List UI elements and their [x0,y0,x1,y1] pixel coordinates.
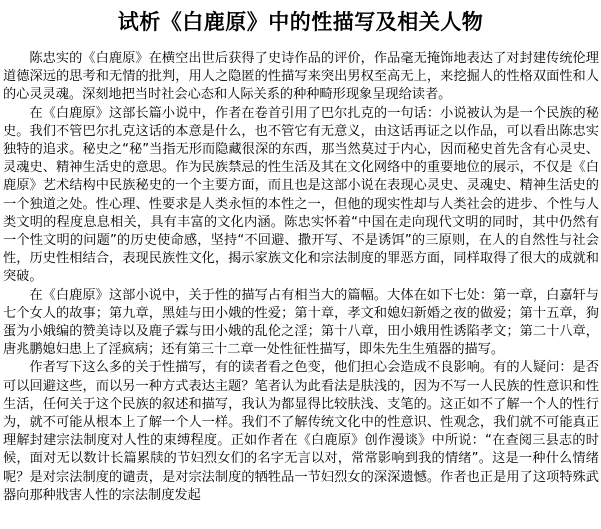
paragraph: 作者写下这么多的关于性描写，有的读者看之色变，他们担心会造成不良影响。有的人疑问：是否可以回避这些，而以另一种方式表达主题？笔者认为此看法是肤浅的，因为不写一人民族的性意识和性生活，任何关于这个民族的叙述和描写，我认为都显得比较肤浅、支笔的。这正如不了解一个人的性行为，就不可能从根本上了解一个人一样。我们不了解传统文化中的性意识、性观念，我们就不可能真正理解封建宗法制度对人性的束缚程度。正如作者在《白鹿原》创作漫谈》中所说：“在查阅三县志的时候，面对无以数计长篇累牍的节妇烈女们的名字无言以对，常常影响到我的情绪”。这是一种什么情绪呢？是对宗法制度的谴责，是对宗法制度的牺牲品一节妇烈女的深深遗憾。作者也正是用了这项特殊武器向那种戕害人性的宗法制度发起 [3,360,599,503]
article-title: 试析《白鹿原》中的性描写及相关人物 [117,9,484,34]
paragraph: 在《白鹿原》这部小说中，关于性的描写占有相当大的篇幅。大体在如下七处：第一章，白嘉轩与七个女人的故事；第九章，黑娃与田小娥的性爱；第十章，孝文和媳妇新婚之夜的做爱；第十五章，狗蛋为小娥编的赞美诗以及鹿子霖与田小娥的乱伦之淫；第十八章，田小娥用性诱陷孝文；第二十八章，唐兆鹏媳妇患上了淫疯病；还有第三十二章一处性征性描写，即朱先生生殖器的描写。 [3,287,599,358]
paragraph: 陈忠实的《白鹿原》在横空出世后获得了史诗作品的评价，作品毫无掩饰地表达了对封建传统伦理道德深远的思考和无情的批判，用人之隐匿的性描写来突出男权至高无上，来挖掘人的性格双面性和人的心灵灵魂。深刻地把当时社会心态和人际关系的种种畸形现象呈现给读者。 [3,51,599,103]
article-body [3,50,599,505]
paragraph: 在《白鹿原》这部长篇小说中，作者在卷首引用了巴尔扎克的一句话：小说被认为是一个民族的秘史。我们不管巴尔扎克这话的本意是什么，也不管它有无意义，由这话再证之以作品，可以看出陈忠实独特的追求。秘史之“秘”当指无形而隐藏很深的东西，那当然莫过于内心，因而秘史首先含有心灵史、灵魂史、精神生活史的意思。作为民族禁忌的性生活及其在文化网络中的重要地位的展示，不仅是《白鹿原》艺术结构中民族秘史的一个主要方面，而且也是这部小说在表现心灵史、灵魂史、精神生活史的一个独道之处。性心理、性要求是人类永恒的本性之一，但他的现实性却与人类社会的进步、个性与人类文明的程度息息相关，具有丰富的文化内涵。陈忠实怀着“中国在走向现代文明的同时，其中仍然有一个性文明的问题”的历史使命感，坚持“不回避、撒开写、不是诱饵”的三原则，在人的自然性与社会性，历史性相结合，表现民族性文化，揭示家族文化和宗法制度的罪恶方面，同样取得了很大的成就和突破。 [3,105,599,285]
